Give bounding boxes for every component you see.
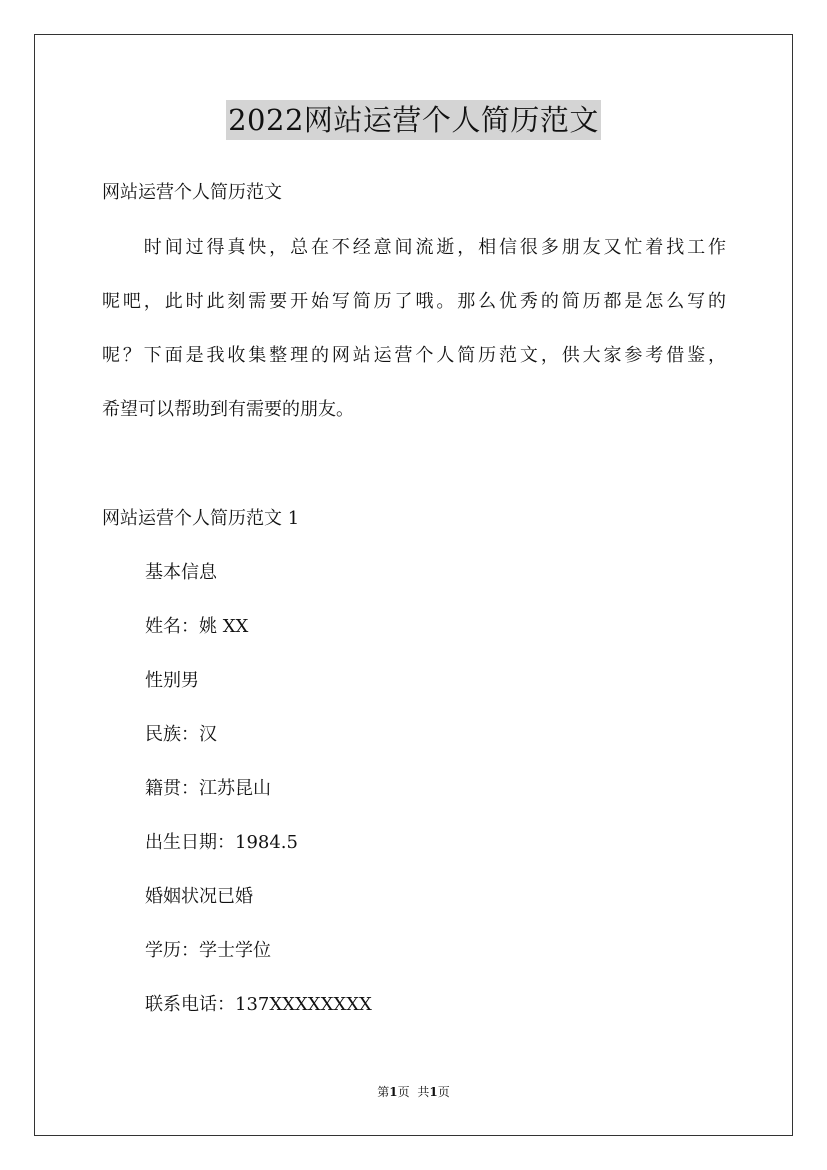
intro-line-2: 呢吧，此时此刻需要开始写简历了哦。那么优秀的简历都是怎么写的	[102, 291, 726, 312]
resume-item-marital-status: 婚姻状况已婚	[145, 886, 253, 907]
footer-total-prefix: 共	[417, 1085, 430, 1099]
resume-item-name: 姓名：姚 XX	[145, 616, 249, 637]
footer-page-suffix: 页	[397, 1085, 410, 1099]
resume-item-ethnicity: 民族：汉	[145, 724, 217, 745]
intro-line-4: 希望可以帮助到有需要的朋友。	[102, 399, 354, 420]
resume-item-gender: 性别男	[145, 670, 199, 691]
document-title: 2022网站运营个人简历范文	[226, 100, 601, 140]
resume-item-education: 学历：学士学位	[145, 940, 271, 961]
intro-line-3: 呢？下面是我收集整理的网站运营个人简历范文，供大家参考借鉴，	[102, 345, 726, 366]
document-heading: 网站运营个人简历范文	[102, 182, 282, 203]
title-wrap	[0, 100, 827, 140]
footer-page-prefix: 第	[377, 1085, 390, 1099]
footer-total-suffix: 页	[437, 1085, 450, 1099]
resume-item-birth-date: 出生日期：1984.5	[145, 832, 298, 853]
footer-page-number: 1	[389, 1085, 398, 1099]
footer-total-number: 1	[429, 1085, 438, 1099]
intro-line-1: 时间过得真快，总在不经意间流逝，相信很多朋友又忙着找工作	[102, 237, 726, 258]
resume-item-native-place: 籍贯：江苏昆山	[145, 778, 271, 799]
resume-item-phone: 联系电话：137XXXXXXXX	[145, 994, 372, 1015]
page-footer	[0, 1084, 827, 1100]
resume-item-basic-info: 基本信息	[145, 562, 217, 583]
section-title: 网站运营个人简历范文 1	[102, 508, 300, 529]
